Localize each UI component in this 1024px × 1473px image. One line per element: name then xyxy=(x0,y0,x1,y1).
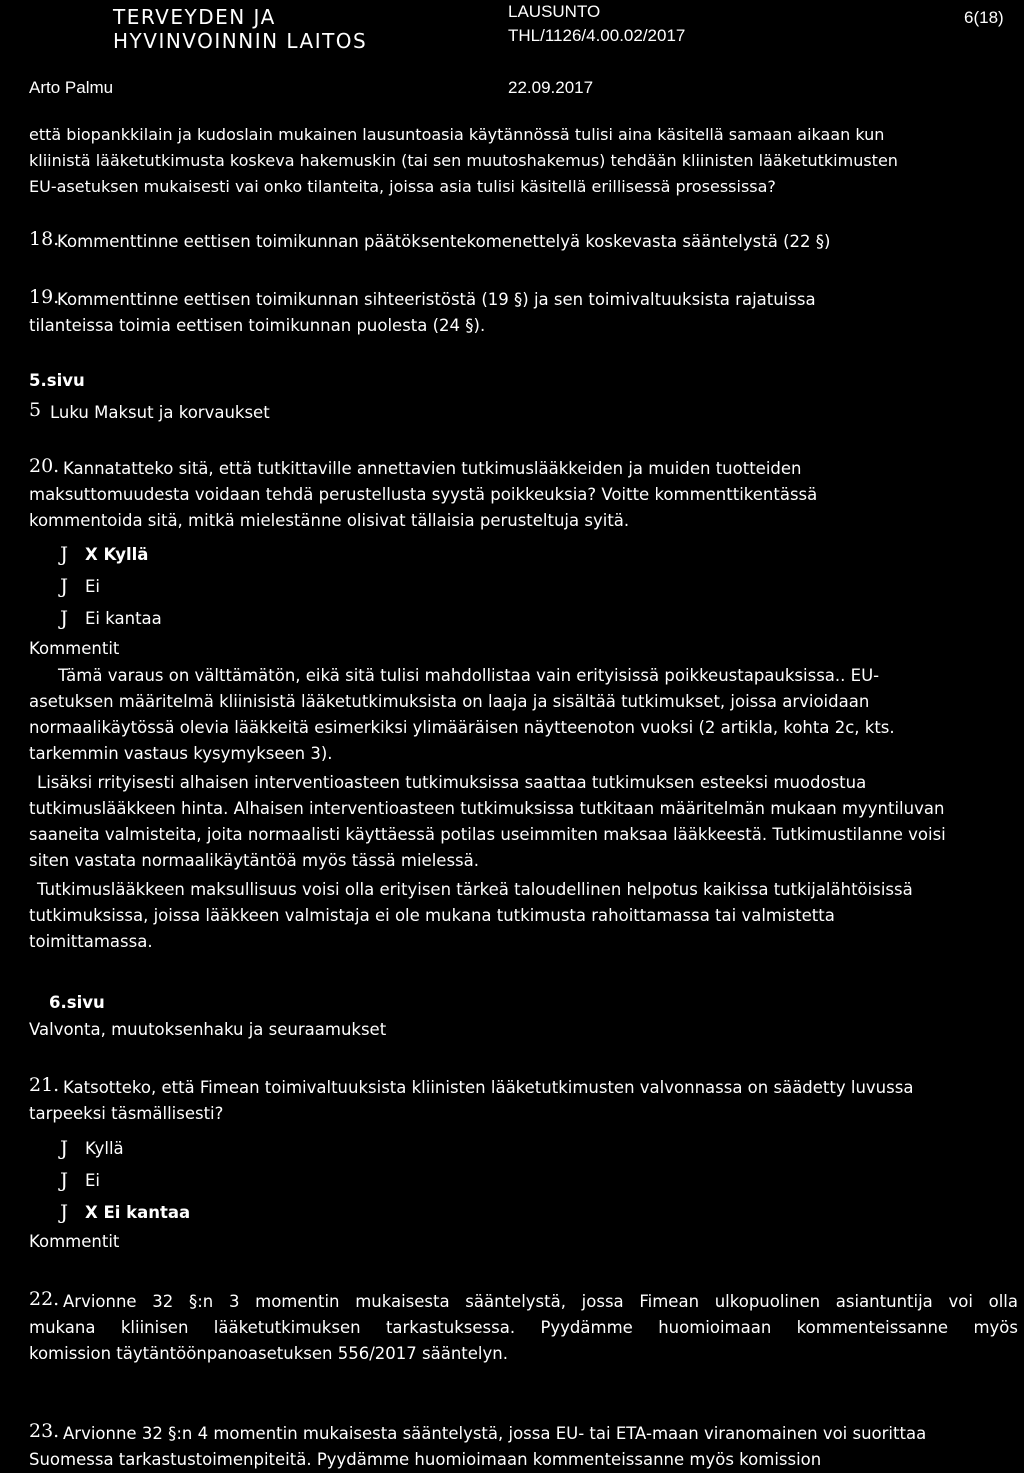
doc-reference: THL/1126/4.00.02/2017 xyxy=(508,26,686,45)
question-20-option-no[interactable]: Ei xyxy=(85,577,101,596)
question-18-number: 18. xyxy=(29,228,60,250)
doc-type: LAUSUNTO xyxy=(508,2,601,21)
question-22-text-line3: komission täytäntöönpanoasetuksen 556/2017 sääntelyn. xyxy=(29,1344,508,1363)
section-6-page-label: 6.sivu xyxy=(49,993,105,1012)
question-23-text-line1: Arvionne 32 §:n 4 momentin mukaisesta sääntelystä, jossa EU- tai ETA-maan viranomainen voi suorittaa xyxy=(63,1424,927,1443)
question-20-text-line2: maksuttomuudesta voidaan tehdä perustellusta syystä poikkeuksia? Voitte kommenttikentässä xyxy=(29,485,818,504)
author-name: Arto Palmu xyxy=(29,78,114,97)
question-20-number: 20. xyxy=(29,455,60,477)
comment-line: Tämä varaus on välttämätön, eikä sitä tulisi mahdollistaa vain erityisissä poikkeustapauksissa.. EU- xyxy=(58,666,880,685)
intro-line-3: EU-asetuksen mukaisesti vai onko tilanteita, joissa asia tulisi käsitellä erillisessä prosessissa? xyxy=(29,177,776,196)
comment-line: normaalikäytössä olevia lääkkeitä esimerkiksi ylimääräisen näytteenoton vuoksi (2 artikla, kohta 2c, kts. xyxy=(29,718,895,737)
intro-line-1: että biopankkilain ja kudoslain mukainen lausuntoasia käytännössä tulisi aina käsitellä samaan aikaan kun xyxy=(29,125,885,144)
chapter-5-number: 5 xyxy=(29,399,42,421)
question-19-text-line2: tilanteissa toimia eettisen toimikunnan puolesta (24 §). xyxy=(29,316,486,335)
checkbox-marker[interactable]: J xyxy=(60,1136,69,1160)
page-number: 6(18) xyxy=(964,8,1004,27)
question-20-text-line3: kommentoida sitä, mitkä mielestänne olisivat tällaisia perusteltuja syitä. xyxy=(29,511,630,530)
question-21-option-yes[interactable]: Kyllä xyxy=(85,1139,124,1158)
comment-line: saaneita valmisteita, joita normaalisti käyttäessä potilas useimmiten maksaa lääkkeestä. Tutkimustilanne voisi xyxy=(29,825,946,844)
checkbox-marker[interactable]: J xyxy=(60,574,69,598)
checkbox-marker[interactable]: J xyxy=(60,542,69,566)
question-21-comment-label: Kommentit xyxy=(29,1232,120,1251)
question-20-option-yes[interactable]: X Kyllä xyxy=(85,545,149,564)
question-18-text: Kommenttinne eettisen toimikunnan päätöksentekomenettelyä koskevasta sääntelystä (22 §) xyxy=(57,232,831,251)
question-22-text-line2: mukana kliinisen lääketutkimuksen tarkastuksessa. Pyydämme huomioimaan kommenteissanne myös xyxy=(29,1318,1018,1337)
comment-line: tarkemmin vastaus kysymykseen 3). xyxy=(29,744,333,763)
checkbox-marker[interactable]: J xyxy=(60,1168,69,1192)
question-22-text-line1: Arvionne 32 §:n 3 momentin mukaisesta sääntelystä, jossa Fimean ulkopuolinen asiantuntija voi olla xyxy=(63,1292,1018,1311)
question-20-option-no-opinion[interactable]: Ei kantaa xyxy=(85,609,162,628)
question-22-number: 22. xyxy=(29,1288,60,1310)
comment-line: siten vastata normaalikäytäntöä myös tässä mielessä. xyxy=(29,851,479,870)
question-23-text-line2: Suomessa tarkastustoimenpiteitä. Pyydämme huomioimaan kommenteissanne myös komission xyxy=(29,1450,822,1469)
intro-line-2: kliinistä lääketutkimusta koskeva hakemuskin (tai sen muutoshakemus) tehdään kliinisten lääketutkimusten xyxy=(29,151,898,170)
checkbox-marker[interactable]: J xyxy=(60,606,69,630)
section-5-page-label: 5.sivu xyxy=(29,371,85,390)
question-21-text-line2: tarpeeksi täsmällisesti? xyxy=(29,1104,224,1123)
checkbox-marker[interactable]: J xyxy=(60,1200,69,1224)
comment-line: Lisäksi rrityisesti alhaisen interventioasteen tutkimuksissa saattaa tutkimuksen esteeksi muodostua xyxy=(37,773,867,792)
question-21-option-no-opinion[interactable]: X Ei kantaa xyxy=(85,1203,191,1222)
question-19-number: 19. xyxy=(29,286,60,308)
org-name-line2: HYVINVOINNIN LAITOS xyxy=(113,29,368,53)
section-6-title: Valvonta, muutoksenhaku ja seuraamukset xyxy=(29,1020,387,1039)
question-19-text-line1: Kommenttinne eettisen toimikunnan sihteeristöstä (19 §) ja sen toimivaltuuksista rajatuissa xyxy=(57,290,816,309)
question-21-option-no[interactable]: Ei xyxy=(85,1171,101,1190)
org-name-line1: TERVEYDEN JA xyxy=(113,5,276,29)
comment-line: asetuksen määritelmä kliinisistä lääketutkimuksista on laaja ja sisältää tutkimukset, joissa arvioidaan xyxy=(29,692,870,711)
question-21-text-line1: Katsotteko, että Fimean toimivaltuuksista kliinisten lääketutkimusten valvonnassa on säädetty luvussa xyxy=(63,1078,914,1097)
doc-date: 22.09.2017 xyxy=(508,78,594,97)
chapter-5-title: Luku Maksut ja korvaukset xyxy=(50,403,270,422)
question-21-number: 21. xyxy=(29,1074,60,1096)
comment-line: tutkimuksissa, joissa lääkkeen valmistaja ei ole mukana tutkimusta rahoittamassa tai valmistetta xyxy=(29,906,835,925)
comment-line: toimittamassa. xyxy=(29,932,153,951)
comment-line: Tutkimuslääkkeen maksullisuus voisi olla erityisen tärkeä taloudellinen helpotus kaikissa tutkijalähtöisissä xyxy=(37,880,913,899)
question-20-text-line1: Kannatatteko sitä, että tutkittaville annettavien tutkimuslääkkeiden ja muiden tuotteiden xyxy=(63,459,802,478)
comment-line: tutkimuslääkkeen hinta. Alhaisen interventioasteen tutkimuksissa tutkitaan määritelmän mukaan myyntiluvan xyxy=(29,799,945,818)
question-23-number: 23. xyxy=(29,1420,60,1442)
question-20-comment-label: Kommentit xyxy=(29,639,120,658)
